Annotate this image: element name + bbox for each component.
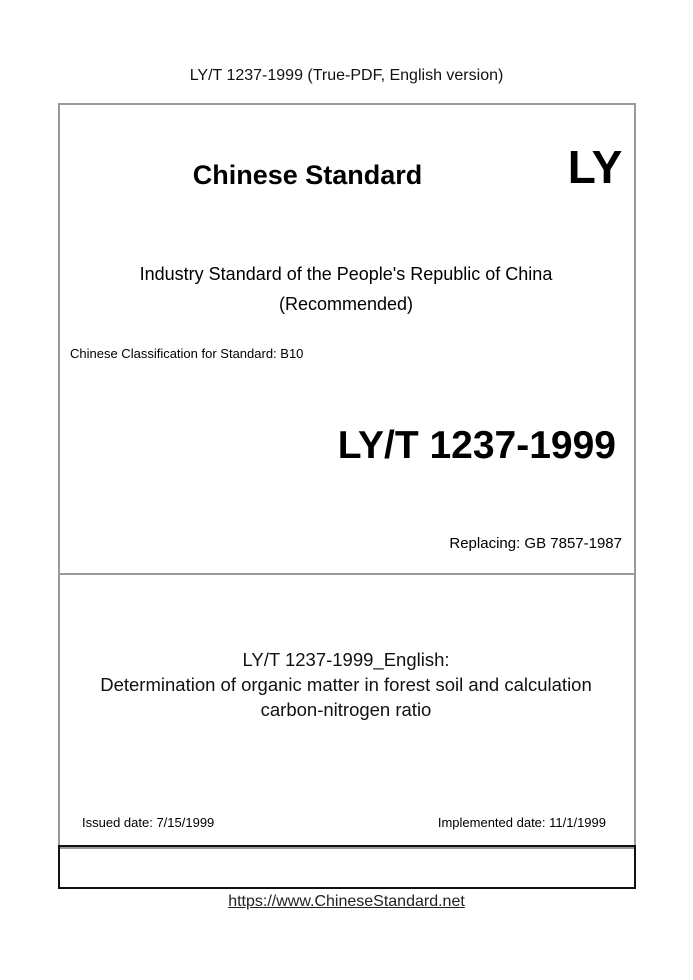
english-title-line-3: carbon-nitrogen ratio — [260, 699, 432, 720]
industry-line-2: (Recommended) — [278, 294, 414, 314]
industry-code-badge: LY — [567, 141, 623, 193]
page-header-caption: LY/T 1237-1999 (True-PDF, English version) — [189, 67, 504, 84]
cover-title: Chinese Standard — [192, 160, 423, 190]
english-title — [60, 647, 632, 722]
website-link[interactable]: https://www.ChineseStandard.net — [228, 893, 465, 910]
cover-frame — [58, 103, 636, 849]
issued-date: Issued date: 7/15/1999 — [82, 815, 215, 830]
industry-line-1: Industry Standard of the People's Republic of China — [139, 264, 553, 284]
standard-number: LY/T 1237-1999 — [337, 424, 616, 467]
empty-bottom-box — [58, 845, 636, 889]
section-divider — [58, 573, 636, 575]
replacing-label: Replacing: GB 7857-1987 — [449, 535, 622, 552]
industry-standard-heading — [60, 259, 632, 319]
classification-label: Chinese Classification for Standard: B10 — [70, 346, 304, 361]
implemented-date: Implemented date: 11/1/1999 — [437, 815, 606, 830]
english-title-line-2: Determination of organic matter in forest soil and calculation — [100, 674, 592, 695]
english-title-line-1: LY/T 1237-1999_English: — [242, 649, 450, 670]
